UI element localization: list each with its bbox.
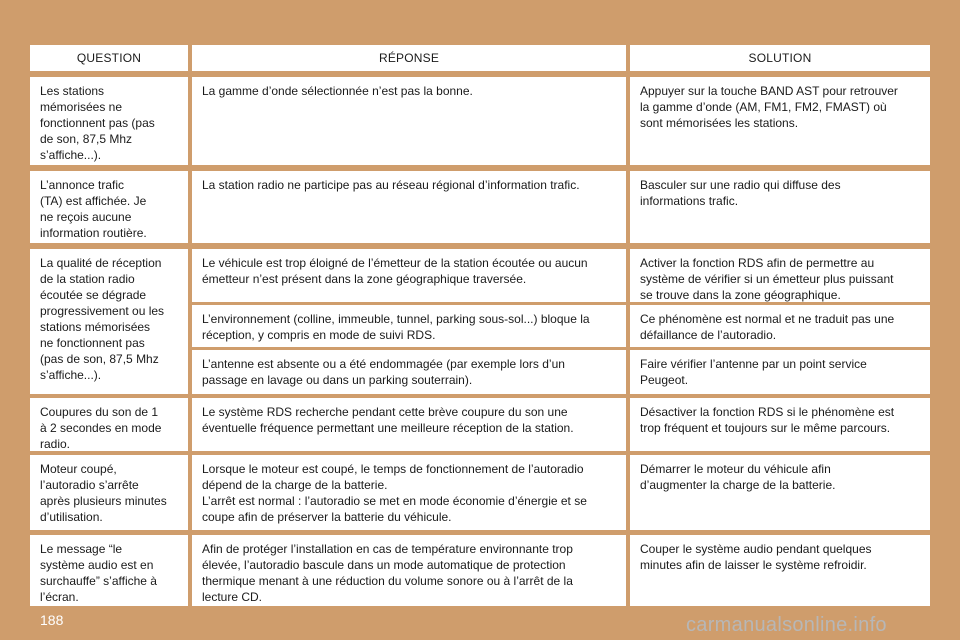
reponse-cell: Lorsque le moteur est coupé, le temps de fonctionnement de l’autoradio dépend de la charge de la batterie. L’arrêt est normal : l’autoradio se met en mode économie d’énergie et se coupe afin de préserver la batterie du véhicule. (192, 455, 626, 530)
reponse-cell: Le véhicule est trop éloigné de l’émetteur de la station écoutée ou aucun émetteur n’est présent dans la zone géographique traversée. (192, 249, 626, 302)
question-cell: L’annonce trafic (TA) est affichée. Je ne reçois aucune information routière. (30, 171, 188, 243)
watermark-text: carmanualsonline.info (686, 614, 887, 636)
solution-cell: Désactiver la fonction RDS si le phénomène est trop fréquent et toujours sur le même parcours. (630, 398, 930, 451)
reponse-cell: La station radio ne participe pas au réseau régional d’information trafic. (192, 171, 626, 243)
header-question: QUESTION (30, 45, 188, 71)
reponse-cell: Le système RDS recherche pendant cette brève coupure du son une éventuelle fréquence permettant une meilleure réception de la station. (192, 398, 626, 451)
reponse-cell: L’environnement (colline, immeuble, tunnel, parking sous-sol...) bloque la réception, y compris en mode de suivi RDS. (192, 305, 626, 347)
header-reponse: RÉPONSE (192, 45, 626, 71)
solution-cell: Activer la fonction RDS afin de permettre au système de vérifier si un émetteur plus puissant se trouve dans la zone géographique. (630, 249, 930, 302)
reponse-cell: L’antenne est absente ou a été endommagée (par exemple lors d’un passage en lavage ou dans un parking souterrain). (192, 350, 626, 394)
question-cell: Les stations mémorisées ne fonctionnent pas (pas de son, 87,5 Mhz s’affiche...). (30, 77, 188, 165)
reponse-cell: Afin de protéger l’installation en cas de température environnante trop élevée, l’autoradio bascule dans un mode automatique de protection thermique menant à une réduction du volume sonore ou à l’arrêt de la lecture CD. (192, 535, 626, 606)
solution-cell: Appuyer sur la touche BAND AST pour retrouver la gamme d’onde (AM, FM1, FM2, FMAST) où sont mémorisées les stations. (630, 77, 930, 165)
solution-cell: Démarrer le moteur du véhicule afin d’augmenter la charge de la batterie. (630, 455, 930, 530)
question-cell: Coupures du son de 1 à 2 secondes en mode radio. (30, 398, 188, 451)
solution-cell: Couper le système audio pendant quelques minutes afin de laisser le système refroidir. (630, 535, 930, 606)
solution-cell: Ce phénomène est normal et ne traduit pas une défaillance de l’autoradio. (630, 305, 930, 347)
solution-cell: Faire vérifier l’antenne par un point service Peugeot. (630, 350, 930, 394)
question-cell: Le message “le système audio est en surchauffe” s’affiche à l’écran. (30, 535, 188, 606)
page-number: 188 (40, 612, 64, 628)
reponse-cell: La gamme d’onde sélectionnée n’est pas la bonne. (192, 77, 626, 165)
question-cell: La qualité de réception de la station radio écoutée se dégrade progressivement ou les stations mémorisées ne fonctionnent pas (pas de son, 87,5 Mhz s’affiche...). (30, 249, 188, 394)
solution-cell: Basculer sur une radio qui diffuse des informations trafic. (630, 171, 930, 243)
header-solution: SOLUTION (630, 45, 930, 71)
question-cell: Moteur coupé, l’autoradio s’arrête après plusieurs minutes d’utilisation. (30, 455, 188, 530)
